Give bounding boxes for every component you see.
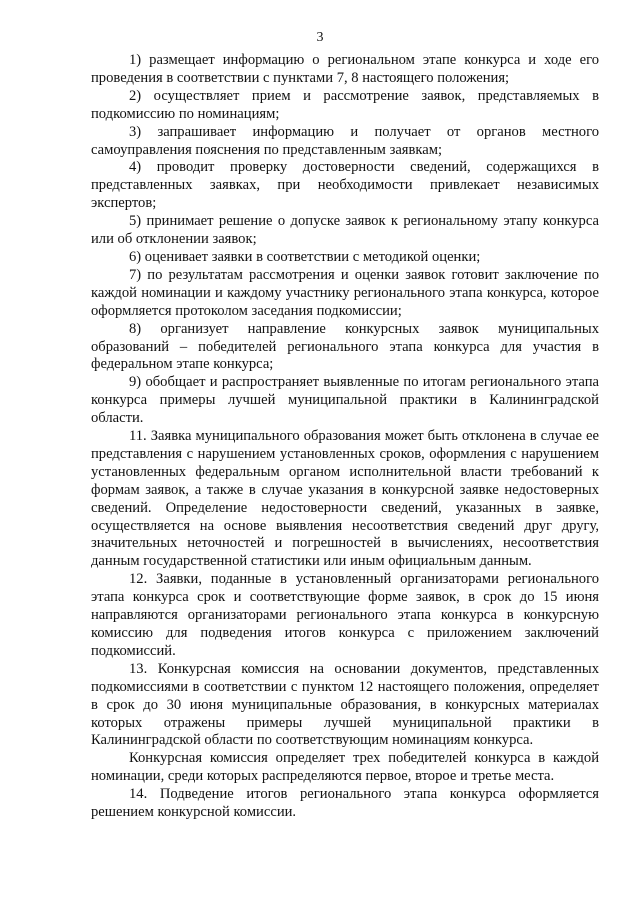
paragraph-item-2: 2) осуществляет прием и рассмотрение заявок, представляемых в подкомиссию по номинациям;: [91, 87, 599, 122]
paragraph-clause-11: 11. Заявка муниципального образования может быть отклонена в случае ее представления с нарушением установленных сроков, оформления с нарушением установленных федеральным органом исполнительной власти требований к формам заявок, а также в случае указания в конкурсной заявке недостоверных сведений. Определение недостоверности сведений, указанных в заявке, осуществляется на основе выявления несоответствия сведений друг другу, значительных неточностей и погрешностей в вычислениях, несоответствия данным государственной статистики или иным официальным данным.: [91, 428, 599, 570]
paragraph-item-5: 5) принимает решение о допуске заявок к региональному этапу конкурса или об отклонении заявок;: [91, 213, 599, 248]
paragraph-item-1: 1) размещает информацию о региональном этапе конкурса и ходе его проведения в соответствии с пунктами 7, 8 настоящего положения;: [91, 52, 599, 86]
paragraph-clause-12: 12. Заявки, поданные в установленный организаторами регионального этапа конкурса срок и соответствующие форме заявок, в срок до 15 июня направляются организаторами регионального этапа конкурса в конкурсную комиссию для подведения итогов конкурса с приложением заключений подкомиссий.: [91, 571, 599, 659]
paragraph-item-4: 4) проводит проверку достоверности сведений, содержащихся в представленных заявках, при необходимости привлекает независимых экспертов;: [91, 159, 599, 212]
paragraph-clause-13: 13. Конкурсная комиссия на основании документов, представленных подкомиссиями в соответствии с пунктом 12 настоящего положения, определяет в срок до 30 июня муниципальные образования, в конкурсных материалах которых отражены примеры лучшей муниципальной практики в Калининградской области по соответствующим номинациям конкурса.: [91, 660, 599, 749]
document-body: [91, 52, 599, 822]
paragraph-winners: Конкурсная комиссия определяет трех победителей конкурса в каждой номинации, среди которых распределяются первое, второе и третье места.: [91, 750, 599, 785]
paragraph-item-6: 6) оценивает заявки в соответствии с методикой оценки;: [129, 248, 481, 265]
paragraph-item-8: 8) организует направление конкурсных заявок муниципальных образований – победителей регионального этапа конкурса для участия в федеральном этапе конкурса;: [91, 320, 599, 373]
paragraph-item-9: 9) обобщает и распространяет выявленные по итогам регионального этапа конкурса примеры лучшей муниципальной практики в Калининградской области.: [91, 374, 599, 427]
paragraph-clause-14: 14. Подведение итогов регионального этапа конкурса оформляется решением конкурсной комиссии.: [91, 786, 599, 821]
paragraph-item-3: 3) запрашивает информацию и получает от органов местного самоуправления пояснения по представленным заявкам;: [91, 123, 599, 158]
page-number: 3: [316, 30, 324, 45]
paragraph-item-7: 7) по результатам рассмотрения и оценки заявок готовит заключение по каждой номинации и каждому участнику регионального этапа конкурса, которое оформляется протоколом заседания подкомиссии;: [91, 266, 599, 319]
